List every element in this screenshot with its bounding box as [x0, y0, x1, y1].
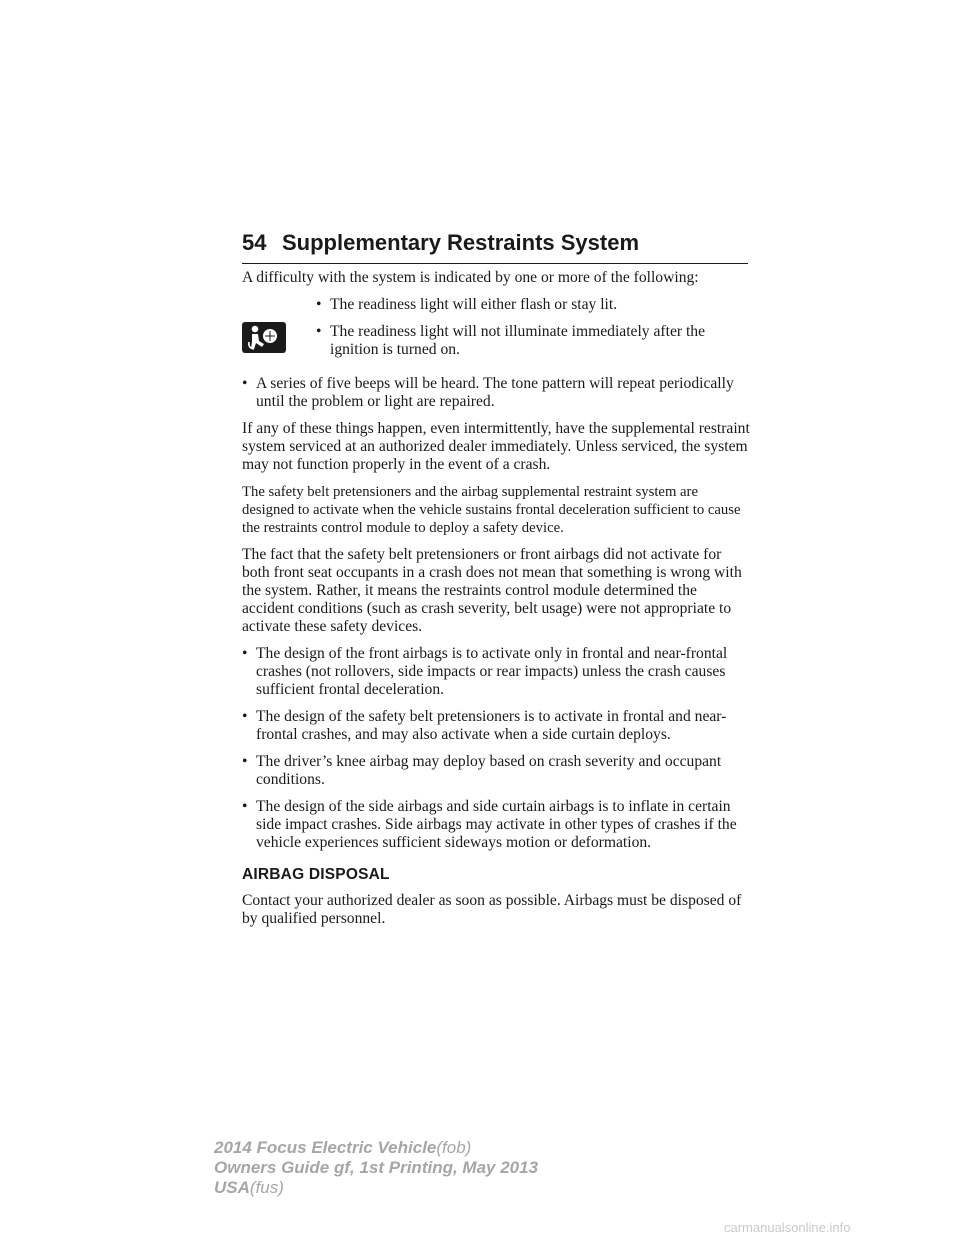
footer-model: 2014 Focus Electric Vehicle: [214, 1138, 437, 1157]
bullet-marker: •: [242, 753, 248, 770]
page-number: 54: [242, 230, 267, 255]
bullet-marker: •: [242, 645, 248, 662]
list-item-text: The readiness light will either flash or stay lit.: [330, 296, 618, 313]
list-item: [242, 708, 752, 744]
bullet-marker: •: [316, 323, 322, 340]
list-item-text: The driver’s knee airbag may deploy based on crash severity and occupant conditions.: [256, 753, 722, 788]
list-item: [242, 645, 752, 699]
footer-market: USA: [214, 1178, 250, 1197]
list-item: [316, 323, 752, 359]
indicator-list: [316, 296, 752, 368]
watermark: carmanualsonline.info: [724, 1220, 851, 1235]
indicator-block: [242, 296, 752, 368]
page-content: [242, 269, 752, 937]
list-item-text: A series of five beeps will be heard. The tone pattern will repeat periodically until the problem or light are repaired.: [256, 375, 734, 410]
bullet-marker: •: [316, 296, 322, 313]
service-paragraph: If any of these things happen, even intermittently, have the supplemental restraint system serviced at an authorized dealer immediately. Unless serviced, the system may not function properly in the event of a crash.: [242, 420, 750, 473]
list-item: [242, 753, 752, 789]
intro-text: A difficulty with the system is indicated by one or more of the following:: [242, 269, 699, 286]
page-header: [242, 229, 748, 264]
section-title: Supplementary Restraints System: [282, 230, 640, 255]
page-footer: [214, 1138, 538, 1198]
activation-paragraph: The fact that the safety belt pretensioners or front airbags did not activate for both front seat occupants in a crash does not mean that something is wrong with the system. Rather, it means the restraints control module determined the accident conditions (such as crash severity, belt usage) were not appropriate to activate these safety devices.: [242, 546, 742, 635]
airbag-warning-icon: [242, 322, 286, 353]
footer-market-code: (fus): [249, 1178, 284, 1197]
list-item-text: The readiness light will not illuminate immediately after the ignition is turned on.: [330, 323, 706, 358]
list-item-text: The design of the safety belt pretensioners is to activate in frontal and near-frontal crashes, and may also activate when a side curtain deploys.: [256, 708, 727, 743]
list-item-text: The design of the side airbags and side curtain airbags is to inflate in certain side impact crashes. Side airbags may activate in other types of crashes if the vehicle experiences sufficient sideways motion or deformation.: [256, 798, 737, 851]
bullet-marker: •: [242, 798, 248, 815]
bullet-marker: •: [242, 708, 248, 725]
footer-line-2: Owners Guide gf, 1st Printing, May 2013: [214, 1158, 539, 1177]
disposal-heading: AIRBAG DISPOSAL: [242, 866, 390, 883]
list-item-text: The design of the front airbags is to activate only in frontal and near-frontal crashes (not rollovers, side impacts or rear impacts) unless the crash causes sufficient frontal deceleration.: [256, 645, 728, 698]
list-item: [316, 296, 752, 314]
bullet-marker: •: [242, 375, 248, 392]
footer-model-code: (fob): [436, 1138, 472, 1157]
list-item: [242, 798, 752, 852]
list-item: [242, 375, 752, 411]
pretensioner-paragraph: The safety belt pretensioners and the airbag supplemental restraint system are designed to activate when the vehicle sustains frontal deceleration sufficient to cause the restraints control module to deploy a safety device.: [242, 484, 741, 536]
footer-line-1: [214, 1138, 538, 1158]
footer-line-3: [214, 1178, 538, 1198]
disposal-text: Contact your authorized dealer as soon as possible. Airbags must be disposed of by qualified personnel.: [242, 892, 742, 927]
